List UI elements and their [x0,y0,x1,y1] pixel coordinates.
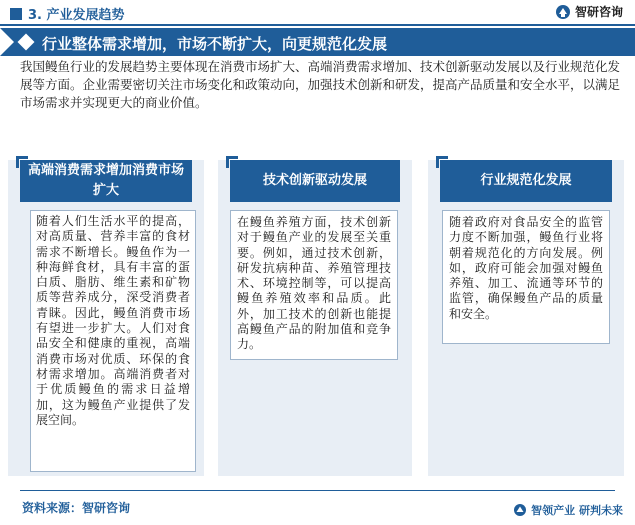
card-title-text: 行业规范化发展 [480,173,572,188]
footer-divider [20,490,615,491]
slogan-text: 智领产业 研判未来 [531,504,623,517]
banner-title: 行业整体需求增加，市场不断扩大，向更规范化发展 [42,35,388,53]
footer-slogan [513,502,623,518]
intro-paragraph: 我国鳗鱼行业的发展趋势主要体现在消费市场扩大、高端消费需求增加、技术创新驱动发展以及行业规范化发展等方面。企业需要密切关注市场变化和政策动向，加强技术创新和研发，提高产品质量和安全水平，以满足市场需求并实现更大的商业价值。 [20,59,621,110]
brand-logo [555,3,623,20]
trend-card-standardization [428,160,624,476]
card-title-text: 技术创新驱动发展 [262,173,367,188]
brand-mark-icon [513,503,527,517]
footer [0,490,635,525]
card-title [440,160,612,202]
card-title-text: 高端消费需求增加消费市场扩大 [27,163,184,198]
section-title-text: 3. 产业发展趋势 [28,8,125,23]
card-title [20,160,192,202]
trend-card-high-end-demand [8,160,204,476]
corner-bracket-icon [16,156,28,168]
trend-card-tech-innovation [218,160,412,476]
banner [0,28,635,56]
card-body: 在鳗鱼养殖方面，技术创新对于鳗鱼产业的发展至关重要。例如，通过技术创新，研发抗病种苗、养殖管理技术、环境控制等，可以提高鳗鱼养殖效率和品质。此外，加工技术的创新也能提高鳗鱼产品的附加值和竞争力。 [230,210,398,360]
section-title [10,4,125,23]
data-source: 资料来源：智研咨询 [22,501,131,515]
card-title [230,160,400,202]
brand-logo-icon [555,4,571,20]
corner-bracket-icon [226,156,238,168]
top-bar [0,0,635,26]
diamond-bullet-icon [18,34,35,51]
header-divider [0,24,635,26]
brand-name: 智研咨询 [574,5,623,19]
square-bullet-icon [10,8,22,20]
card-body: 随着政府对食品安全的监管力度不断加强，鳗鱼行业将朝着规范化的方向发展。例如，政府可能会加强对鳗鱼养殖、加工、流通等环节的监管，确保鳗鱼产品的质量和安全。 [442,210,610,344]
card-body: 随着人们生活水平的提高，对高质量、营养丰富的食材需求不断增长。鳗鱼作为一种海鲜食材，具有丰富的蛋白质、脂肪、维生素和矿物质等营养成分，深受消费者青睐。因此，鳗鱼消费市场有望进一步扩大。人们对食品安全和健康的重视，高端消费市场对优质、环保的食材需求增加。高端消费者对于优质鳗鱼的需求日益增加，这为鳗鱼产业提供了发展空间。 [30,210,196,472]
corner-bracket-icon [436,156,448,168]
banner-notch [0,28,14,56]
